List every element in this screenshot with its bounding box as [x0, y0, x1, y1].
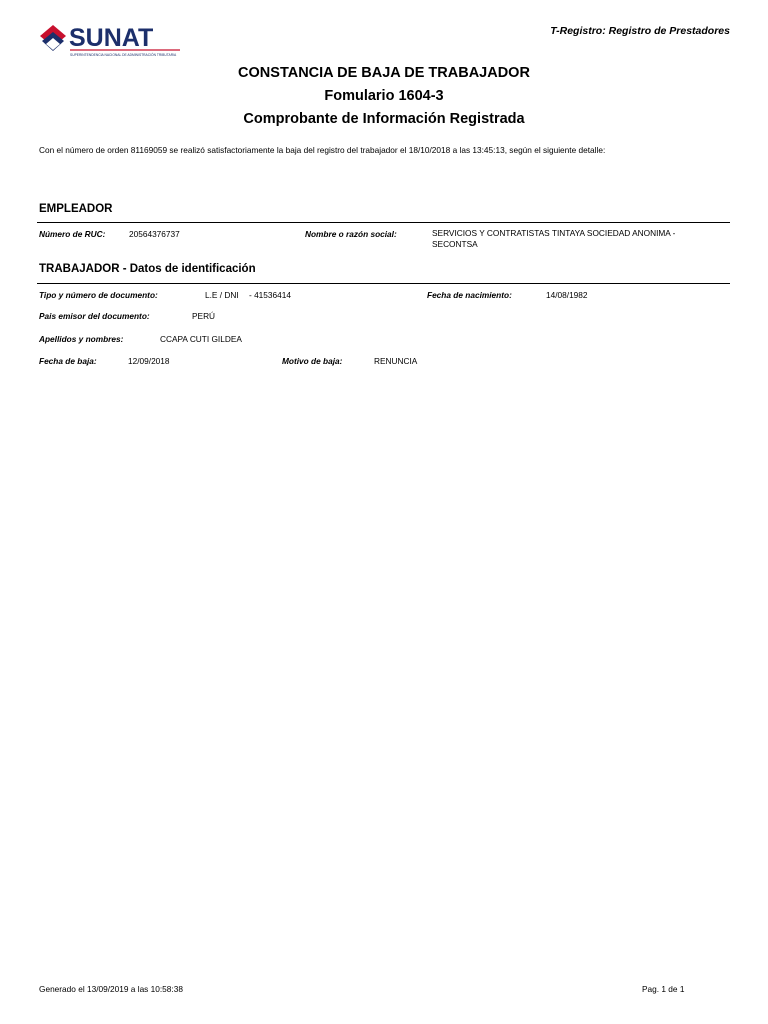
documento-label: Tipo y número de documento:: [39, 290, 158, 300]
ruc-label: Número de RUC:: [39, 229, 106, 239]
app-title: T-Registro: Registro de Prestadores: [550, 25, 730, 37]
section-trabajador-title: TRABAJADOR - Datos de identificación: [39, 263, 256, 275]
form-number: Fomulario 1604-3: [324, 88, 444, 104]
sunat-logo-icon: [38, 22, 188, 62]
nacimiento-value: 14/08/1982: [546, 290, 588, 300]
document-title: CONSTANCIA DE BAJA DE TRABAJADOR: [238, 65, 530, 81]
logo-text: SUNAT: [69, 24, 154, 52]
motivo-baja-value: RENUNCIA: [374, 356, 418, 366]
sunat-logo: [38, 22, 188, 62]
section-empleador-title: EMPLEADOR: [39, 203, 113, 215]
intro-text: Con el número de orden 81169059 se realizó satisfactoriamente la baja del registro del trabajador el 18/10/2018 a las 13:45:13, según el siguiente detalle:: [39, 145, 606, 155]
generated-timestamp: Generado el 13/09/2019 a las 10:58:38: [39, 984, 183, 994]
nombres-value: CCAPA CUTI GILDEA: [160, 334, 242, 344]
pais-emisor-value: PERÚ: [192, 311, 216, 321]
razon-social-value: SERVICIOS Y CONTRATISTAS TINTAYA SOCIEDAD ANONIMA - SECONTSA: [432, 228, 676, 249]
documento-numero-value: - 41536414: [249, 290, 291, 300]
section-divider: [37, 283, 730, 284]
ruc-value: 20564376737: [129, 229, 180, 239]
section-divider: [37, 222, 730, 223]
pais-emisor-label: Pais emisor del documento:: [39, 311, 150, 321]
fecha-baja-value: 12/09/2018: [128, 356, 170, 366]
fecha-baja-label: Fecha de baja:: [39, 356, 97, 366]
nacimiento-label: Fecha de nacimiento:: [427, 290, 512, 300]
motivo-baja-label: Motivo de baja:: [282, 356, 343, 366]
page-number: Pag. 1 de 1: [642, 984, 685, 994]
document-subtitle: Comprobante de Información Registrada: [243, 111, 525, 127]
nombres-label: Apellidos y nombres:: [39, 334, 124, 344]
documento-tipo-value: L.E / DNI: [205, 290, 239, 300]
razon-social-label: Nombre o razón social:: [305, 229, 397, 239]
logo-subtext: SUPERINTENDENCIA NACIONAL DE ADMINISTRACIÓN TRIBUTARIA: [70, 53, 177, 57]
